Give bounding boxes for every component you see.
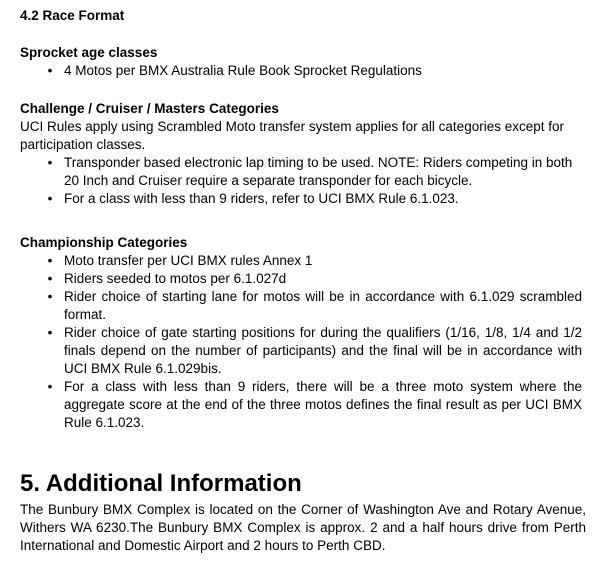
list-item-text: 4 Motos per BMX Australia Rule Book Sprocket Regulations (64, 63, 422, 78)
championship-bullet-list (20, 252, 582, 432)
subheading-sprocket: Sprocket age classes (20, 45, 158, 60)
bullet-icon: • (47, 271, 53, 286)
challenge-intro: UCI Rules apply using Scrambled Moto transfer system applies for all categories except for participation classes. (20, 119, 564, 152)
bullet-icon: • (47, 63, 53, 78)
list-item (20, 252, 582, 270)
list-item (20, 288, 582, 324)
subheading-championship: Championship Categories (20, 235, 188, 250)
list-item-text: Moto transfer per UCI BMX rules Annex 1 (64, 253, 313, 268)
additional-info-body: The Bunbury BMX Complex is located on the Corner of Washington Ave and Rotary Avenue, Withers WA 6230.The Bunbury BMX Complex is approx. 2 and a half hours drive from Perth International and Domestic Airport and 2 hours to Perth CBD. (20, 502, 586, 553)
bullet-icon: • (47, 191, 53, 206)
bullet-icon: • (47, 325, 53, 340)
list-item-text: Rider choice of starting lane for motos will be in accordance with 6.1.029 scrambled format. (64, 289, 582, 322)
section-heading-race-format: 4.2 Race Format (20, 8, 125, 23)
list-item (20, 154, 580, 190)
list-item-text: For a class with less than 9 riders, there will be a three moto system where the aggregate score at the end of the three motos defines the final result as per UCI BMX Rule 6.1.023. (64, 379, 582, 430)
bullet-icon: • (47, 253, 53, 268)
championship-section (20, 234, 596, 432)
list-item-text: Transponder based electronic lap timing to be used. NOTE: Riders competing in both 20 Inch and Cruiser require a separate transponder for each bicycle. (64, 155, 573, 188)
list-item-text: Rider choice of gate starting positions for during the qualifiers (1/16, 1/8, 1/4 and 1/2 finals depend on the number of participants) and the final will be in accordance with UCI BMX Rule 6.1.029bis. (64, 325, 582, 376)
list-item (20, 378, 582, 432)
bullet-icon: • (47, 155, 53, 170)
list-item-text: Riders seeded to motos per 6.1.027d (64, 271, 287, 286)
section-heading-additional-info: 5. Additional Information (20, 470, 302, 497)
additional-info-section (20, 470, 596, 555)
list-item (20, 62, 596, 80)
sprocket-section (20, 44, 596, 80)
bullet-icon: • (47, 289, 53, 304)
list-item (20, 324, 582, 378)
list-item (20, 190, 580, 208)
list-item-text: For a class with less than 9 riders, refer to UCI BMX Rule 6.1.023. (64, 191, 459, 206)
list-item (20, 270, 582, 288)
challenge-section (20, 100, 596, 208)
sprocket-bullet-list (20, 62, 596, 80)
challenge-bullet-list (20, 154, 580, 208)
bullet-icon: • (47, 379, 53, 394)
subheading-challenge: Challenge / Cruiser / Masters Categories (20, 101, 279, 116)
